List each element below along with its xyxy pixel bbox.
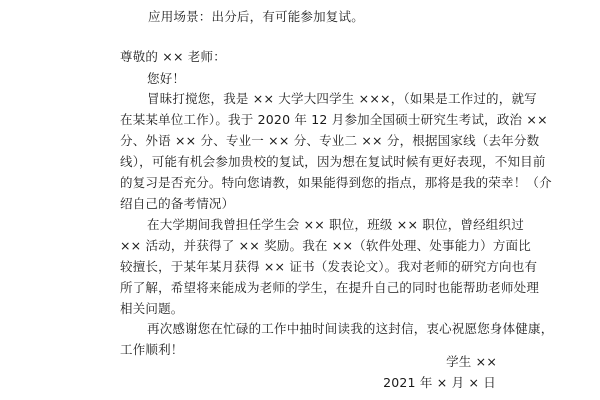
p1-line-4: 线），可能有机会参加贵校的复试，因为想在复试时候有更好表现，不知目前 — [120, 154, 546, 169]
p1-line-1: 冒昧打搅您，我是 ×× 大学大四学生 ×××，（如果是工作过的，就写 — [147, 91, 537, 106]
p3-line-2: 工作顺利！ — [120, 342, 184, 357]
greeting: 您好！ — [147, 71, 186, 86]
p1-line-3: 分、外语 ×× 分、专业一 ×× 分、专业二 ×× 分，根据国家线（去年分数 — [120, 133, 540, 148]
p2-line-1: 在大学期间我曾担任学生会 ×× 职位，班级 ×× 职位，曾经组织过 — [147, 217, 524, 232]
p2-line-4: 所了解，希望将来能成为老师的学生，在提升自己的同时也能帮助老师处理 — [120, 280, 540, 295]
p2-line-5: 相关问题。 — [120, 301, 184, 316]
date: 2021 年 × 月 × 日 — [383, 375, 496, 390]
p3-line-1: 再次感谢您在忙碌的工作中抽时间读我的这封信，衷心祝愿您身体健康， — [147, 321, 554, 336]
p1-line-6: 绍自己的备考情况） — [120, 196, 235, 211]
signature: 学生 ×× — [446, 354, 497, 369]
p2-line-2: ×× 活动，并获得了 ×× 奖励。我在 ××（软件处理、处事能力）方面比 — [120, 238, 531, 253]
salutation: 尊敬的 ×× 老师： — [120, 49, 226, 64]
scene-line: 应用场景：出分后，有可能参加复试。 — [148, 9, 364, 24]
p1-line-2: 在某某单位工作）。我于 2020 年 12 月参加全国硕士研究生考试，政治 ×× — [120, 112, 548, 127]
p2-line-3: 较擅长，于某年某月获得 ×× 证书（发表论文）。我对老师的研究方向也有 — [120, 259, 538, 274]
p1-line-5: 的复习是否充分。特向您请教，如果能得到您的指点，那将是我的荣幸！（介 — [120, 175, 552, 190]
